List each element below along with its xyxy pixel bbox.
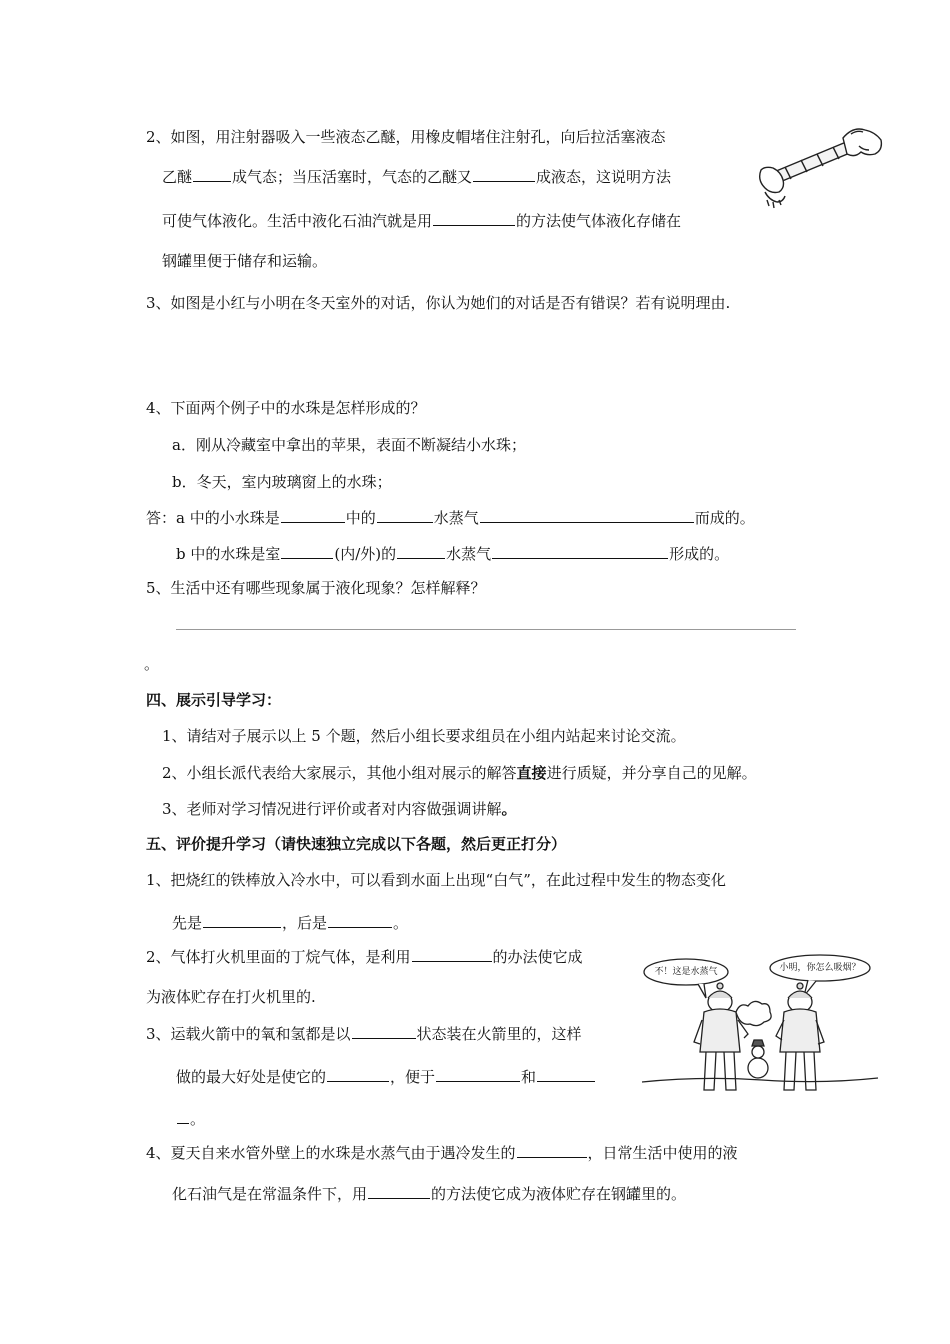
s5-q3-line2 — [176, 1066, 596, 1087]
item-period: 。 — [501, 800, 517, 818]
answer-text: 答：a 中的小水珠是 — [146, 509, 280, 527]
q4-item-b: b．冬天，室内玻璃窗上的水珠； — [172, 473, 392, 491]
blank-field[interactable] — [368, 1183, 430, 1199]
blank-field[interactable] — [193, 166, 231, 182]
section4-item3 — [162, 799, 517, 819]
q2-text: 可使气体液化。生活中液化石油汽就是用 — [162, 212, 433, 230]
s5-q1-line1: 1、把烧红的铁棒放入冷水中，可以看到水面上出现“白气”，在此过程中发生的物态变化 — [146, 871, 726, 889]
q-text: ，日常生活中使用的液 — [587, 1144, 738, 1162]
q2-line2 — [162, 166, 671, 187]
section4-item2 — [162, 763, 757, 783]
section5-title: 五、评价提升学习（请快速独立完成以下各题，然后更正打分） — [146, 835, 567, 853]
q2-text: 的方法使气体液化存储在 — [516, 212, 682, 230]
answer-text: 中的 — [345, 509, 376, 527]
q2-text: 乙醚 — [162, 168, 193, 186]
blank-field[interactable] — [473, 166, 535, 182]
item-text: 进行质疑，并分享自己的见解。 — [546, 764, 757, 782]
q-text: 状态装在火箭里的，这样 — [416, 1025, 582, 1043]
q2-text: 成液态，这说明方法 — [536, 168, 672, 186]
s5-q4-line1 — [146, 1142, 738, 1163]
q-text: 的办法使它成 — [492, 948, 583, 966]
q-text: 化石油气是在常温条件下，用 — [172, 1185, 368, 1203]
bubble-left-text: 不！这是水蒸气 — [654, 967, 718, 977]
blank-field[interactable] — [327, 1066, 389, 1082]
blank-field[interactable] — [517, 1142, 587, 1158]
bubble-right-text: 小明，你怎么吸烟？ — [779, 963, 861, 973]
blank-field[interactable] — [328, 912, 392, 928]
s5-q2-line2: 为液体贮存在打火机里的. — [146, 988, 316, 1006]
blank-field[interactable] — [281, 543, 333, 559]
answer-text: 水蒸气 — [433, 509, 479, 527]
winter-dialogue-cartoon — [640, 950, 880, 1110]
q-text: 3、运载火箭中的氧和氢都是以 — [146, 1025, 351, 1043]
q4-item-a: a．刚从冷藏室中拿出的苹果，表面不断凝结小水珠； — [172, 436, 526, 454]
blank-field[interactable] — [177, 1108, 189, 1124]
item-text: 2、小组长派代表给大家展示，其他小组对展示的解答 — [162, 764, 517, 782]
s5-q1-line2 — [172, 912, 408, 933]
q-text: 2、气体打火机里面的丁烷气体，是利用 — [146, 948, 411, 966]
q-text: 和 — [521, 1068, 537, 1086]
blank-field[interactable] — [281, 507, 345, 523]
answer-text: b 中的水珠是室 — [176, 545, 281, 563]
q2-line1: 2、如图，用注射器吸入一些液态乙醚，用橡皮帽堵住注射孔，向后拉活塞液态 — [146, 128, 666, 146]
q4-title: 4、下面两个例子中的水珠是怎样形成的？ — [146, 399, 426, 417]
blank-field[interactable] — [492, 543, 668, 559]
blank-field[interactable] — [537, 1066, 595, 1082]
syringe-illustration — [755, 120, 885, 210]
q-text: ，后是 — [282, 914, 328, 932]
answer-text: 水蒸气 — [446, 545, 492, 563]
blank-field[interactable] — [412, 946, 492, 962]
s5-q3-line3 — [176, 1108, 205, 1129]
blank-field[interactable] — [397, 543, 445, 559]
q-text: 做的最大好处是使它的 — [176, 1068, 327, 1086]
item-emphasis: 直接 — [516, 764, 547, 782]
q5-tail: 。 — [144, 655, 160, 673]
section4-title: 四、展示引导学习： — [146, 691, 282, 709]
blank-field[interactable] — [203, 912, 281, 928]
q4-answer-a — [146, 507, 755, 528]
q2-line3 — [162, 210, 681, 231]
blank-field[interactable] — [352, 1023, 416, 1039]
answer-text: (内/外)的 — [334, 545, 397, 563]
q4-answer-b — [176, 543, 729, 564]
q-text: 先是 — [172, 914, 203, 932]
q-text: ，便于 — [390, 1068, 436, 1086]
answer-line[interactable] — [176, 629, 796, 630]
q-text: 。 — [190, 1110, 206, 1128]
section4-item1: 1、请结对子展示以上 5 个题，然后小组长要求组员在小组内站起来讨论交流。 — [162, 727, 686, 745]
q3-text: 3、如图是小红与小明在冬天室外的对话，你认为她们的对话是否有错误？若有说明理由. — [146, 294, 731, 312]
blank-field[interactable] — [480, 507, 694, 523]
s5-q2-line1 — [146, 946, 583, 967]
q-text: 的方法使它成为液体贮存在钢罐里的。 — [431, 1185, 687, 1203]
q-text: 。 — [393, 914, 409, 932]
q5-text: 5、生活中还有哪些现象属于液化现象？怎样解释？ — [146, 579, 486, 597]
q2-line4: 钢罐里便于储存和运输。 — [162, 252, 328, 270]
blank-field[interactable] — [433, 210, 515, 226]
blank-field[interactable] — [436, 1066, 520, 1082]
item-text: 3、老师对学习情况进行评价或者对内容做强调讲解 — [162, 800, 502, 818]
answer-text: 形成的。 — [669, 545, 730, 563]
answer-text: 而成的。 — [694, 509, 755, 527]
s5-q4-line2 — [172, 1183, 686, 1204]
q2-text: 成气态；当压活塞时，气态的乙醚又 — [232, 168, 473, 186]
s5-q3-line1 — [146, 1023, 582, 1044]
blank-field[interactable] — [377, 507, 433, 523]
q-text: 4、夏天自来水管外壁上的水珠是水蒸气由于遇冷发生的 — [146, 1144, 516, 1162]
